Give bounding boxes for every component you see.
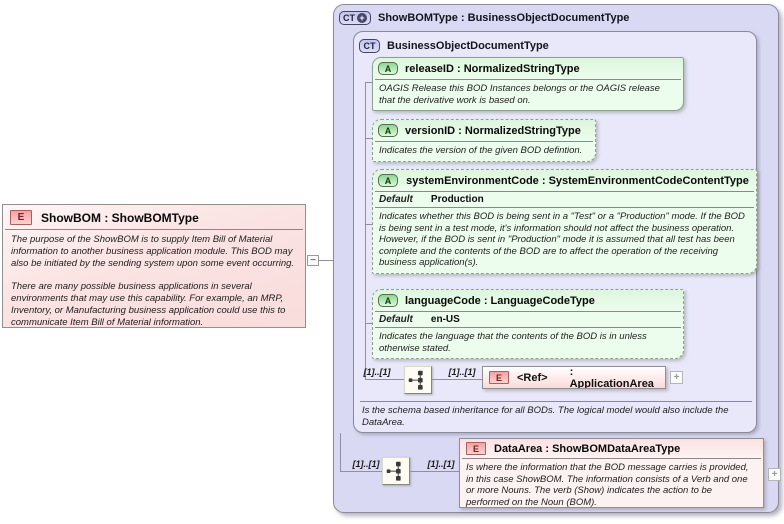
cardinality-label: [1]..[1] xyxy=(448,367,476,377)
ref-element-type: : ApplicationArea xyxy=(569,366,654,389)
connector-stub xyxy=(365,224,372,225)
complex-type-title: ShowBOMType : BusinessObjectDocumentType xyxy=(378,12,630,24)
root-description-paragraph-1: The purpose of the ShowBOM is to supply Item Bill of Material information to another business application module. This BOD may also be initiated by the sending system upon some event occurring. xyxy=(11,234,295,269)
attribute-box-releaseid[interactable] xyxy=(372,57,684,111)
attribute-box-versionid[interactable] xyxy=(372,119,596,162)
attribute-header xyxy=(373,120,595,141)
root-element-description xyxy=(3,230,305,328)
derivation-plus-icon: + xyxy=(357,13,367,23)
element-icon: E xyxy=(489,371,509,384)
attribute-title: versionID : NormalizedStringType xyxy=(405,125,581,137)
connector-stub xyxy=(365,138,372,139)
root-element-title: ShowBOM : ShowBOMType xyxy=(41,210,199,225)
default-value-row xyxy=(373,192,756,207)
default-value: en-US xyxy=(430,314,460,325)
complex-type-box-showbomtype[interactable] xyxy=(333,4,779,513)
attribute-header xyxy=(373,170,756,191)
attribute-icon: A xyxy=(378,294,398,307)
connector-line xyxy=(340,471,382,472)
attribute-icon: A xyxy=(378,124,398,137)
ct-icon-label: CT xyxy=(343,13,355,23)
expand-toggle-applicationarea[interactable]: + xyxy=(670,371,683,384)
complex-type-icon: CT xyxy=(359,39,380,53)
cardinality-label: [1]..[1] xyxy=(427,459,455,469)
sequence-glyph xyxy=(405,367,431,393)
base-type-annotation: Is the schema based inheritance for all BODs. The logical model would also include the DataArea. xyxy=(362,405,729,428)
attribute-description: Indicates the version of the given BOD defintion. xyxy=(379,145,583,156)
ref-element-name: <Ref> xyxy=(517,371,548,384)
attribute-box-languagecode[interactable] xyxy=(372,289,684,359)
default-label: Default xyxy=(379,194,413,205)
element-icon: E xyxy=(10,210,32,225)
attribute-description: OAGIS Release this BOD Instances belongs or the OAGIS release that the derivative work is based on. xyxy=(379,83,660,106)
attribute-title: systemEnvironmentCode : SystemEnvironmentCodeContentType xyxy=(406,175,749,187)
attribute-title: releaseID : NormalizedStringType xyxy=(405,63,580,75)
element-header xyxy=(460,439,763,458)
attribute-header xyxy=(373,290,683,311)
connector-line xyxy=(410,471,459,472)
base-type-header xyxy=(359,39,549,53)
element-box-dataarea[interactable] xyxy=(459,438,764,508)
element-title: DataArea : ShowBOMDataAreaType xyxy=(494,442,681,455)
cardinality-label: [1]..[1] xyxy=(352,459,380,469)
attribute-description: Indicates the language that the contents of the BOD is in unless otherwise stated. xyxy=(379,331,647,354)
attribute-box-systemenvironmentcode[interactable] xyxy=(372,169,757,274)
attribute-icon: A xyxy=(378,62,398,75)
collapse-toggle[interactable]: − xyxy=(307,255,319,266)
complex-type-header xyxy=(339,11,629,25)
connector-line xyxy=(365,379,404,380)
attribute-title: languageCode : LanguageCodeType xyxy=(405,295,595,307)
attribute-description: Indicates whether this BOD is being sent in a "Test" or a "Production" mode. If the BOD is being sent in a test mode, it's information should not affect the business operation. However, if the BOD is sent in "Production" mode it is assumed that all test has been complete and the contents of the BOD are to affect the operation of the receiving business application(s). xyxy=(379,211,745,268)
default-value: Production xyxy=(430,194,484,205)
connector-trunk xyxy=(365,82,366,379)
default-value-row xyxy=(373,312,683,327)
element-description: Is where the information that the BOD message carries is provided, in this case ShowBOM. The information consists of a Verb and one or more Nouns. The verb (Show) indicates the action to be performed on the Noun (BOM). xyxy=(466,462,749,508)
base-type-box-businessobjectdocumenttype[interactable] xyxy=(353,31,757,433)
connector-stub xyxy=(365,82,372,83)
sequence-icon[interactable] xyxy=(404,366,432,394)
attribute-icon: A xyxy=(378,174,398,187)
sequence-icon[interactable] xyxy=(382,457,410,485)
complex-type-derived-icon xyxy=(339,11,371,25)
element-icon: E xyxy=(466,442,486,455)
connector-stub xyxy=(365,323,372,324)
default-label: Default xyxy=(379,314,413,325)
base-type-title: BusinessObjectDocumentType xyxy=(387,40,549,52)
cardinality-label: [1]..[1] xyxy=(363,367,391,377)
element-box-applicationarea-ref[interactable] xyxy=(482,366,666,389)
connector-line xyxy=(432,379,482,380)
sequence-glyph xyxy=(383,458,409,484)
root-description-paragraph-2: There are many possible business applications in several environments that may use this capability. For example, an MRP, Inventory, or Manufacturing business application could use this to communicate Item Bill of Material information. xyxy=(11,281,286,328)
expand-toggle-dataarea[interactable]: + xyxy=(768,468,781,481)
connector-trunk xyxy=(340,433,341,472)
root-element-box-showbom[interactable] xyxy=(2,204,306,328)
root-element-header xyxy=(3,205,305,229)
connector-line xyxy=(319,260,333,261)
attribute-header xyxy=(373,58,683,79)
